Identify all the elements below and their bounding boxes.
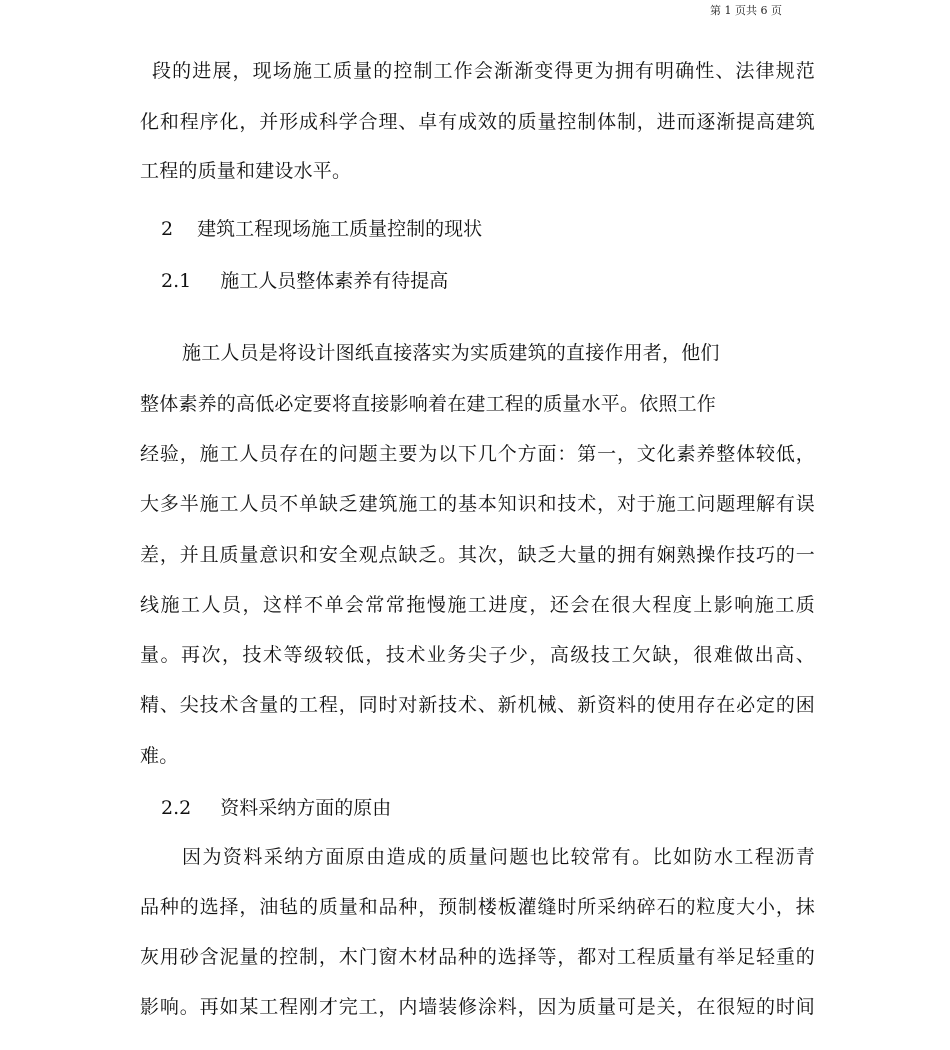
paragraph-line: 影响。再如某工程刚才完工，内墙装修涂料，因为质量可是关，在很短的时间 (140, 996, 815, 1018)
paragraph-line: 线施工人员，这样不单会常常拖慢施工进度，还会在很大程度上影响施工质 (140, 594, 815, 616)
paragraph-line: 大多半施工人员不单缺乏建筑施工的基本知识和技术，对于施工问题理解有误 (140, 493, 815, 515)
section-number: 2 (161, 218, 174, 240)
paragraph-line: 因为资料采纳方面原由造成的质量问题也比较常有。比如防水工程沥青 (182, 846, 815, 868)
paragraph-line: 灰用砂含泥量的控制，木门窗木材品种的选择等，都对工程质量有举足轻重的 (140, 946, 815, 968)
section-heading-2 (161, 217, 482, 241)
paragraph-line: 差，并且质量意识和安全观点缺乏。其次，缺乏大量的拥有娴熟操作技巧的一 (140, 544, 815, 566)
section-number: 2.1 (161, 270, 192, 292)
paragraph-line: 经验，施工人员存在的问题主要为以下几个方面：第一，文化素养整体较低， (140, 443, 815, 465)
paragraph-line: 化和程序化，并形成科学合理、卓有成效的质量控制体制，进而逐渐提高建筑 (140, 111, 815, 133)
paragraph-line: 段的进展，现场施工质量的控制工作会渐渐变得更为拥有明确性、法律规范 (152, 60, 815, 82)
paragraph-line: 工程的质量和建设水平。 (140, 160, 352, 182)
paragraph-line: 量。再次，技术等级较低，技术业务尖子少，高级技工欠缺，很难做出高、 (140, 644, 815, 666)
page-number-header: 第 1 页共 6 页 (710, 4, 782, 17)
section-title: 施工人员整体素养有待提高 (220, 270, 449, 292)
paragraph-line: 精、尖技术含量的工程，同时对新技术、新机械、新资料的使用存在必定的困 (140, 694, 815, 716)
section-title: 资料采纳方面的原由 (220, 797, 392, 819)
paragraph-line: 整体素养的高低必定要将直接影响着在建工程的质量水平。依照工作 (140, 393, 717, 415)
paragraph-line: 施工人员是将设计图纸直接落实为实质建筑的直接作用者，他们 (182, 342, 720, 364)
paragraph-line: 难。 (140, 745, 179, 767)
section-heading-2-1 (161, 269, 448, 293)
paragraph-line: 品种的选择，油毡的质量和品种，预制楼板灌缝时所采纳碎石的粒度大小，抹 (140, 896, 815, 918)
section-heading-2-2 (161, 796, 391, 820)
section-title: 建筑工程现场施工质量控制的现状 (197, 218, 483, 240)
section-number: 2.2 (161, 797, 192, 819)
